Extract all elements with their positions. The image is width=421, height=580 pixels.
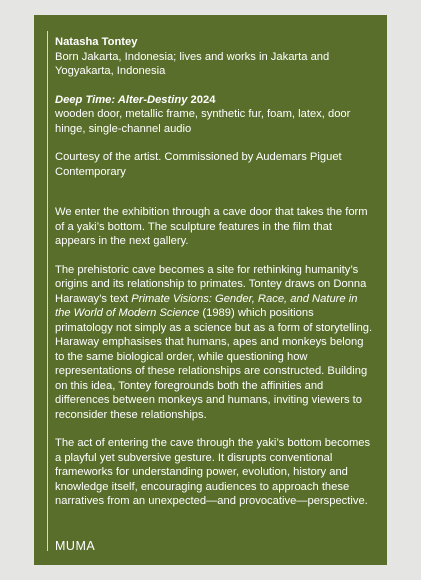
credit-line: Courtesy of the artist. Commissioned by Audemars Piguet Contemporary [55, 151, 342, 178]
body-paragraph-1: We enter the exhibition through a cave door that takes the form of a yaki’s bottom. The sculpture features in the film that appears in the next gallery. [55, 206, 368, 247]
vertical-rule [47, 31, 48, 551]
body-paragraph-2-end: (1989) which positions primatology not simply as a science but as a form of storytelling. Haraway emphasises that humans, apes and monkeys belong to the same biological order, while questioning how representations of these relationships are constructed. Building on this idea, Tontey foregrounds both the affinities and differences between monkeys and humans, inviting viewers to reconsider these relationships. [55, 307, 373, 421]
label-content [55, 35, 373, 509]
spacer [55, 193, 373, 205]
credit-block [55, 150, 373, 179]
book-title: Primate Visions: Gender, Race, and Nature in the World of Modern Science [55, 292, 358, 319]
work-heading [55, 93, 373, 108]
muma-logo: MUMA [55, 539, 96, 553]
work-title: Deep Time: Alter-Destiny [55, 93, 188, 106]
work-block [55, 93, 373, 137]
body-paragraph-2-start: The prehistoric cave becomes a site for rethinking humanity’s origins and its relationship to primates. Tontey draws on Donna Haraway’s text [55, 263, 367, 305]
artist-bio: Born Jakarta, Indonesia; lives and works in Jakarta and Yogyakarta, Indonesia [55, 50, 330, 77]
work-materials: wooden door, metallic frame, synthetic fur, foam, latex, door hinge, single-channel audio [55, 108, 351, 135]
artist-name: Natasha Tontey [55, 36, 138, 48]
artist-block [55, 35, 373, 79]
work-year: 2024 [190, 93, 216, 106]
body-text [55, 205, 373, 509]
body-paragraph-2 [55, 263, 373, 423]
wall-label-panel [34, 15, 387, 565]
body-paragraph-3: The act of entering the cave through the yaki’s bottom becomes a playful yet subversive gesture. It disrupts conventional frameworks for understanding power, evolution, history and knowledge itself, encouraging audiences to approach these narratives from an unexpected—and provocative—perspective. [55, 437, 371, 507]
